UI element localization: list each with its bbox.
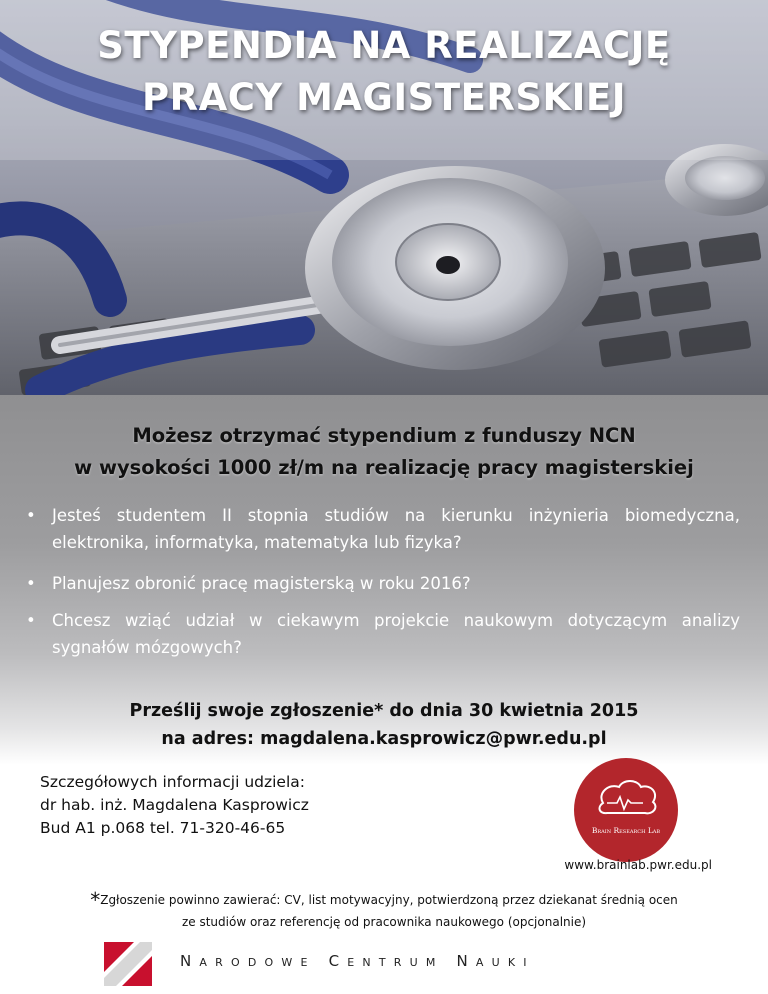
- bullet-dot: •: [26, 506, 36, 525]
- deadline-notice: [0, 697, 768, 753]
- footnote: [0, 889, 768, 933]
- list-item: [26, 502, 740, 556]
- contact-info: [40, 771, 309, 840]
- footnote-star: *: [90, 888, 101, 912]
- headline: [0, 420, 768, 484]
- deadline-line-1: Prześlij swoje zgłoszenie* do dnia 30 kwietnia 2015: [129, 701, 639, 721]
- ncn-logo-icon: [104, 942, 152, 986]
- headline-line-1: Możesz otrzymać stypendium z funduszy NCN: [132, 424, 636, 447]
- footnote-line-2: ze studiów oraz referencję od pracownika naukowego (opcjonalnie): [181, 915, 587, 929]
- website-link[interactable]: www.brainlab.pwr.edu.pl: [564, 858, 712, 872]
- ncn-organization-name: Narodowe Centrum Nauki: [180, 952, 535, 970]
- title-line-1: STYPENDIA NA REALIZACJĘ: [97, 24, 671, 67]
- poster-title: [0, 20, 768, 124]
- brain-research-lab-logo: [573, 757, 679, 863]
- deadline-email: na adres: magdalena.kasprowicz@pwr.edu.pl: [161, 729, 607, 749]
- contact-line-3: Bud A1 p.068 tel. 71-320-46-65: [40, 819, 286, 837]
- footnote-line-1: Zgłoszenie powinno zawierać: CV, list motywacyjny, potwierdzoną przez dziekanat średnią ocen: [100, 893, 678, 907]
- contact-line-1: Szczegółowych informacji udziela:: [40, 773, 305, 791]
- contact-line-2: dr hab. inż. Magdalena Kasprowicz: [40, 796, 309, 814]
- list-item: [26, 607, 740, 661]
- list-item-text: Planujesz obronić pracę magisterską w roku 2016?: [52, 574, 471, 593]
- requirements-list: [26, 502, 740, 671]
- logo-text: Brain Research Lab: [591, 826, 661, 835]
- list-item: [26, 570, 740, 597]
- list-item-text: Jesteś studentem II stopnia studiów na kierunku inżynieria biomedyczna, elektronika, informatyka, matematyka lub fizyka?: [52, 506, 740, 552]
- list-item-text: Chcesz wziąć udział w ciekawym projekcie naukowym dotyczącym analizy sygnałów mózgowych?: [52, 611, 740, 657]
- bullet-dot: •: [26, 611, 36, 630]
- bullet-dot: •: [26, 574, 36, 593]
- headline-line-2: w wysokości 1000 zł/m na realizację pracy magisterskiej: [74, 456, 694, 479]
- title-line-2: PRACY MAGISTERSKIEJ: [142, 76, 626, 119]
